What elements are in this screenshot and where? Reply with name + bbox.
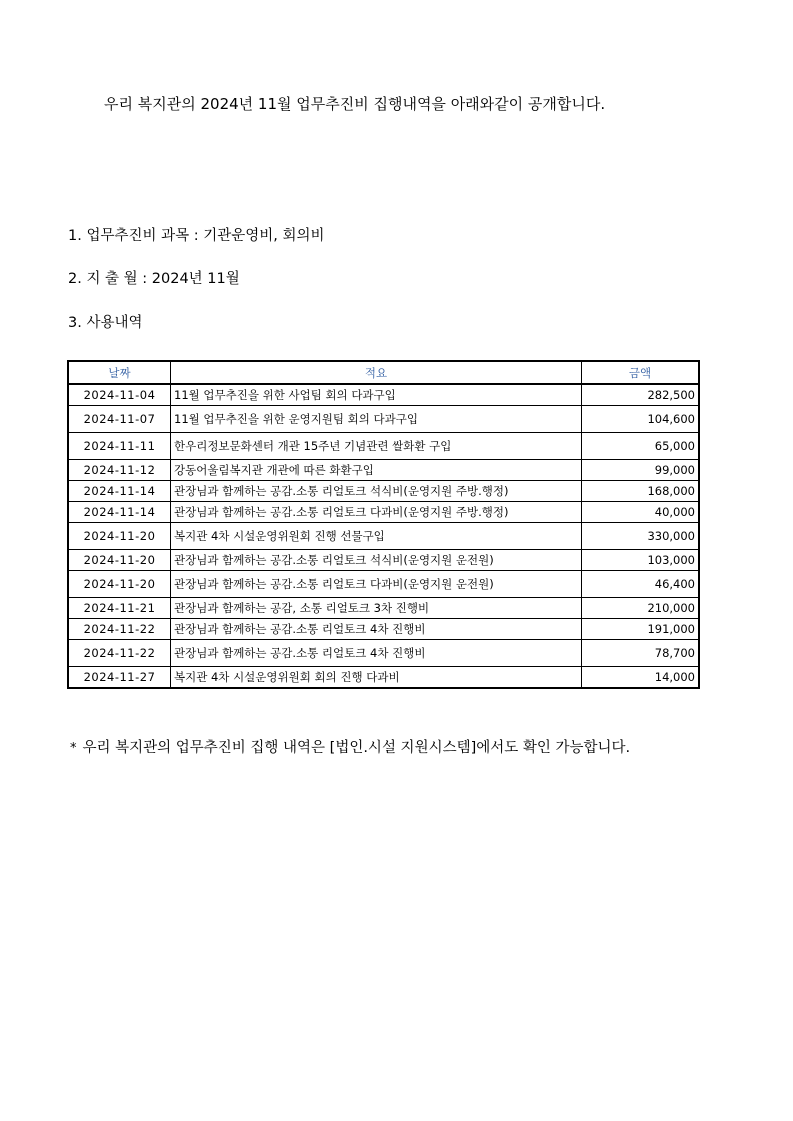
table-row — [68, 502, 699, 523]
header-description: 적요 — [171, 361, 582, 384]
cell-description: 관장님과 함께하는 공감.소통 리얼토크 다과비(운영지원 주방.행정) — [171, 502, 582, 523]
section-expense-category: 1. 업무추진비 과목 : 기관운영비, 회의비 — [68, 228, 325, 244]
cell-date: 2024-11-12 — [68, 460, 171, 481]
cell-date: 2024-11-14 — [68, 481, 171, 502]
cell-description: 관장님과 함께하는 공감.소통 리얼토크 4차 진행비 — [171, 619, 582, 640]
asterisk-marker: * — [70, 741, 77, 756]
cell-amount: 14,000 — [582, 667, 700, 689]
cell-description: 관장님과 함께하는 공감.소통 리얼토크 석식비(운영지원 운전원) — [171, 550, 582, 571]
cell-description: 관장님과 함께하는 공감.소통 리얼토크 다과비(운영지원 운전원) — [171, 571, 582, 598]
header-date: 날짜 — [68, 361, 171, 384]
cell-date: 2024-11-21 — [68, 598, 171, 619]
table-row — [68, 384, 699, 406]
cell-amount: 104,600 — [582, 406, 700, 433]
cell-date: 2024-11-20 — [68, 550, 171, 571]
cell-description: 복지관 4차 시설운영위원회 회의 진행 다과비 — [171, 667, 582, 689]
cell-description: 복지관 4차 시설운영위원회 진행 선물구입 — [171, 523, 582, 550]
table-row — [68, 523, 699, 550]
expense-table — [67, 360, 700, 689]
cell-date: 2024-11-22 — [68, 619, 171, 640]
cell-date: 2024-11-20 — [68, 571, 171, 598]
cell-description: 관장님과 함께하는 공감.소통 리얼토크 4차 진행비 — [171, 640, 582, 667]
cell-amount: 40,000 — [582, 502, 700, 523]
cell-amount: 103,000 — [582, 550, 700, 571]
table-row — [68, 433, 699, 460]
cell-description: 11월 업무추진을 위한 운영지원팀 회의 다과구입 — [171, 406, 582, 433]
header-amount: 금액 — [582, 361, 700, 384]
table-row — [68, 619, 699, 640]
table-row — [68, 667, 699, 689]
cell-amount: 168,000 — [582, 481, 700, 502]
cell-description: 관장님과 함께하는 공감.소통 리얼토크 석식비(운영지원 주방.행정) — [171, 481, 582, 502]
cell-amount: 210,000 — [582, 598, 700, 619]
cell-amount: 99,000 — [582, 460, 700, 481]
cell-amount: 78,700 — [582, 640, 700, 667]
table-row — [68, 550, 699, 571]
table-header-row — [68, 361, 699, 384]
cell-amount: 65,000 — [582, 433, 700, 460]
table-row — [68, 571, 699, 598]
cell-date: 2024-11-22 — [68, 640, 171, 667]
cell-date: 2024-11-27 — [68, 667, 171, 689]
cell-date: 2024-11-20 — [68, 523, 171, 550]
cell-date: 2024-11-07 — [68, 406, 171, 433]
table-row — [68, 460, 699, 481]
cell-amount: 191,000 — [582, 619, 700, 640]
cell-description: 한우리정보문화센터 개관 15주년 기념관련 쌀화환 구입 — [171, 433, 582, 460]
cell-description: 강동어울림복지관 개관에 따른 화환구입 — [171, 460, 582, 481]
table-row — [68, 598, 699, 619]
intro-text: 우리 복지관의 2024년 11월 업무추진비 집행내역을 아래와같이 공개합니다. — [104, 95, 606, 113]
cell-amount: 282,500 — [582, 384, 700, 406]
cell-description: 11월 업무추진을 위한 사업팀 회의 다과구입 — [171, 384, 582, 406]
cell-description: 관장님과 함께하는 공감, 소통 리얼토크 3차 진행비 — [171, 598, 582, 619]
table-row — [68, 406, 699, 433]
footnote-text: 우리 복지관의 업무추진비 집행 내역은 [법인.시설 지원시스템]에서도 확인 가능합니다. — [82, 740, 631, 756]
table-row — [68, 640, 699, 667]
table-row — [68, 481, 699, 502]
cell-date: 2024-11-04 — [68, 384, 171, 406]
cell-amount: 330,000 — [582, 523, 700, 550]
section-usage-details: 3. 사용내역 — [68, 315, 143, 331]
footnote — [70, 736, 630, 757]
cell-date: 2024-11-14 — [68, 502, 171, 523]
cell-date: 2024-11-11 — [68, 433, 171, 460]
section-expense-month: 2. 지 출 월 : 2024년 11월 — [68, 271, 240, 287]
cell-amount: 46,400 — [582, 571, 700, 598]
